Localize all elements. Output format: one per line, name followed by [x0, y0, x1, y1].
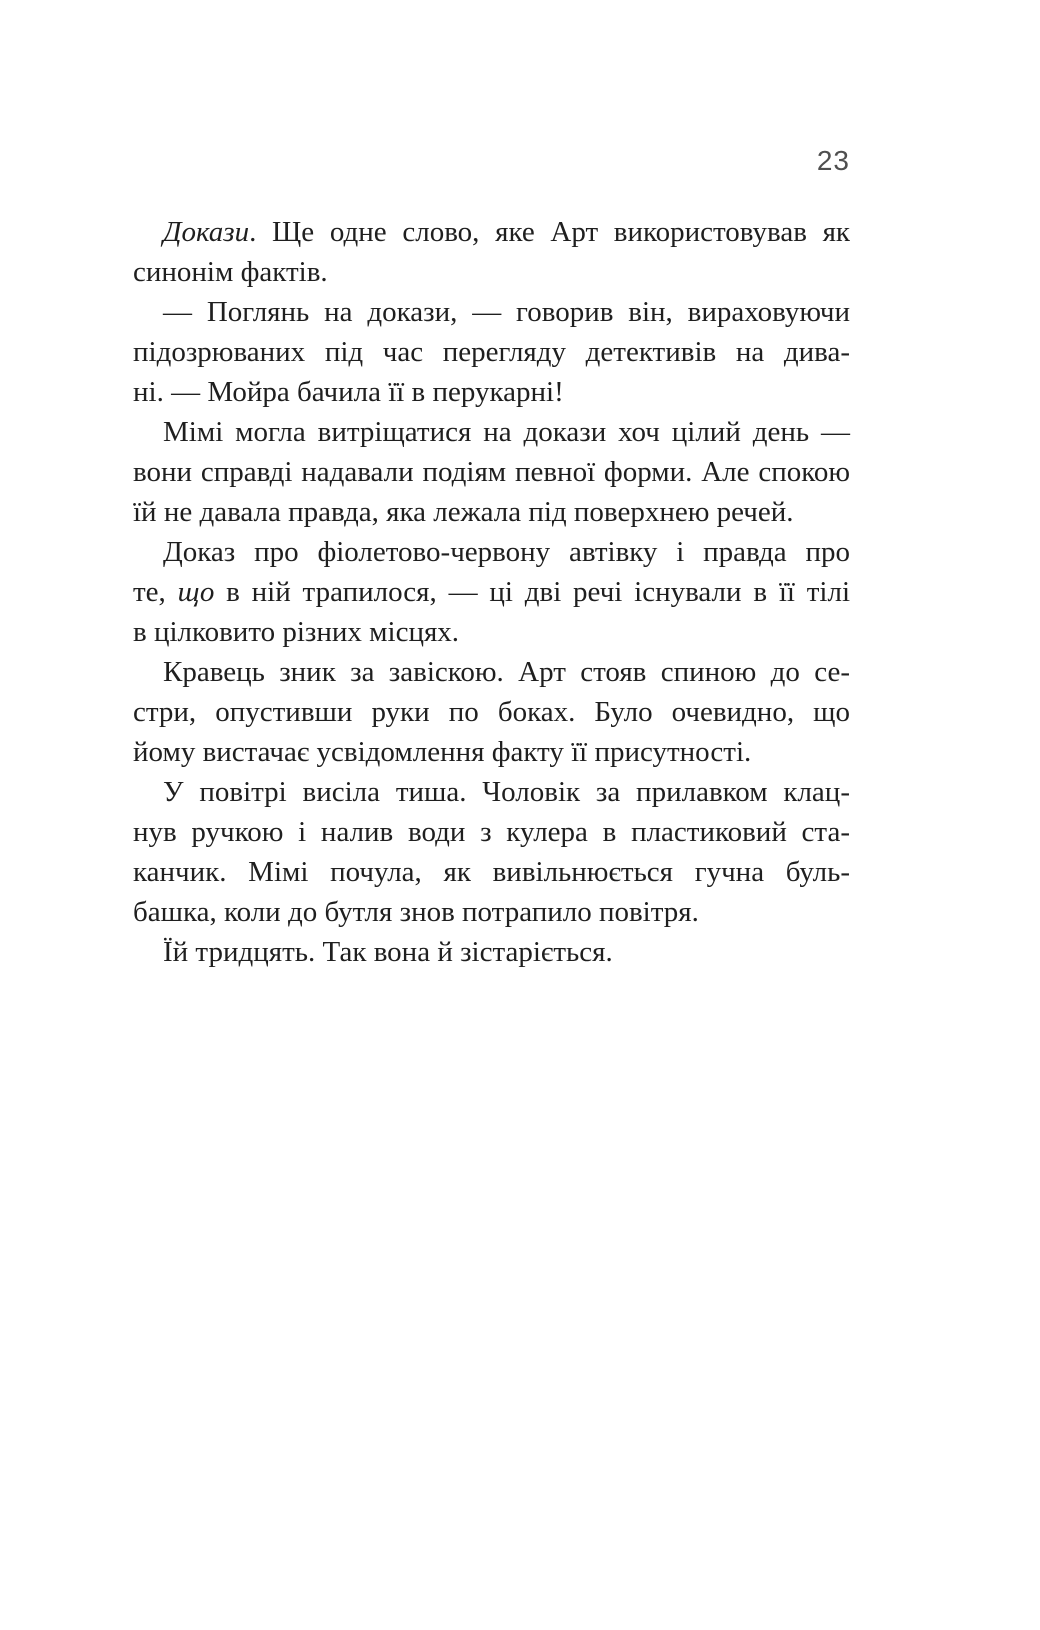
italic-text-segment: що	[177, 576, 215, 608]
paragraph	[133, 412, 850, 532]
text-segment: те,	[133, 576, 178, 608]
paragraph	[133, 212, 850, 292]
text-segment: Кравець зник за завіскою. Арт стояв спиною до се-	[163, 656, 850, 688]
text-segment: ні. — Мойра бачила її в перукарні!	[133, 376, 564, 408]
page-number: 23	[816, 145, 850, 176]
text-line	[133, 852, 850, 892]
text-segment: Їй тридцять. Так вона й зістаріється.	[163, 936, 613, 968]
text-line	[133, 932, 850, 972]
text-segment: в ній трапилося, — ці дві речі існували в її тілі	[214, 576, 850, 608]
paragraph	[133, 292, 850, 412]
text-line	[133, 652, 850, 692]
paragraph	[133, 652, 850, 772]
text-segment: синонім фактів.	[133, 256, 328, 288]
text-segment: Доказ про фіолетово-червону автівку і правда про	[163, 536, 850, 568]
paragraph	[133, 772, 850, 932]
text-line	[133, 252, 850, 292]
text-line	[133, 332, 850, 372]
text-segment: башка, коли до бутля знов потрапило повітря.	[133, 896, 699, 928]
text-segment: — Поглянь на докази, — говорив він, вираховуючи	[163, 296, 850, 328]
text-segment: йому вистачає усвідомлення факту її присутності.	[133, 736, 752, 768]
text-segment: стри, опустивши руки по боках. Було очевидно, що	[133, 696, 850, 728]
text-line	[133, 452, 850, 492]
text-segment: У повітрі висіла тиша. Чоловік за прилавком клац-	[163, 776, 850, 808]
text-segment: їй не давала правда, яка лежала під поверхнею речей.	[133, 496, 794, 528]
text-segment: Мімі могла витріщатися на докази хоч цілий день —	[163, 416, 850, 448]
text-line	[133, 772, 850, 812]
paragraph	[133, 932, 850, 972]
text-segment: підозрюваних під час перегляду детективів на дива-	[133, 336, 850, 368]
text-segment: в цілковито різних місцях.	[133, 616, 460, 648]
text-line	[133, 412, 850, 452]
text-line	[133, 372, 850, 412]
text-segment: нув ручкою і налив води з кулера в пластиковий ста-	[133, 816, 850, 848]
text-line	[133, 572, 850, 612]
text-segment: . Ще одне слово, яке Арт використовував як	[249, 216, 850, 248]
text-line	[133, 532, 850, 572]
italic-text-segment: Докази	[163, 216, 250, 248]
text-block	[133, 212, 850, 972]
paragraph	[133, 532, 850, 652]
text-segment: вони справді надавали подіям певної форми. Але спокою	[133, 456, 850, 488]
text-line	[133, 732, 850, 772]
text-line	[133, 812, 850, 852]
text-line	[133, 612, 850, 652]
text-line	[133, 492, 850, 532]
text-line	[133, 692, 850, 732]
text-segment: канчик. Мімі почула, як вивільнюється гучна буль-	[133, 856, 850, 888]
text-line	[133, 292, 850, 332]
text-line	[133, 212, 850, 252]
text-line	[133, 892, 850, 932]
